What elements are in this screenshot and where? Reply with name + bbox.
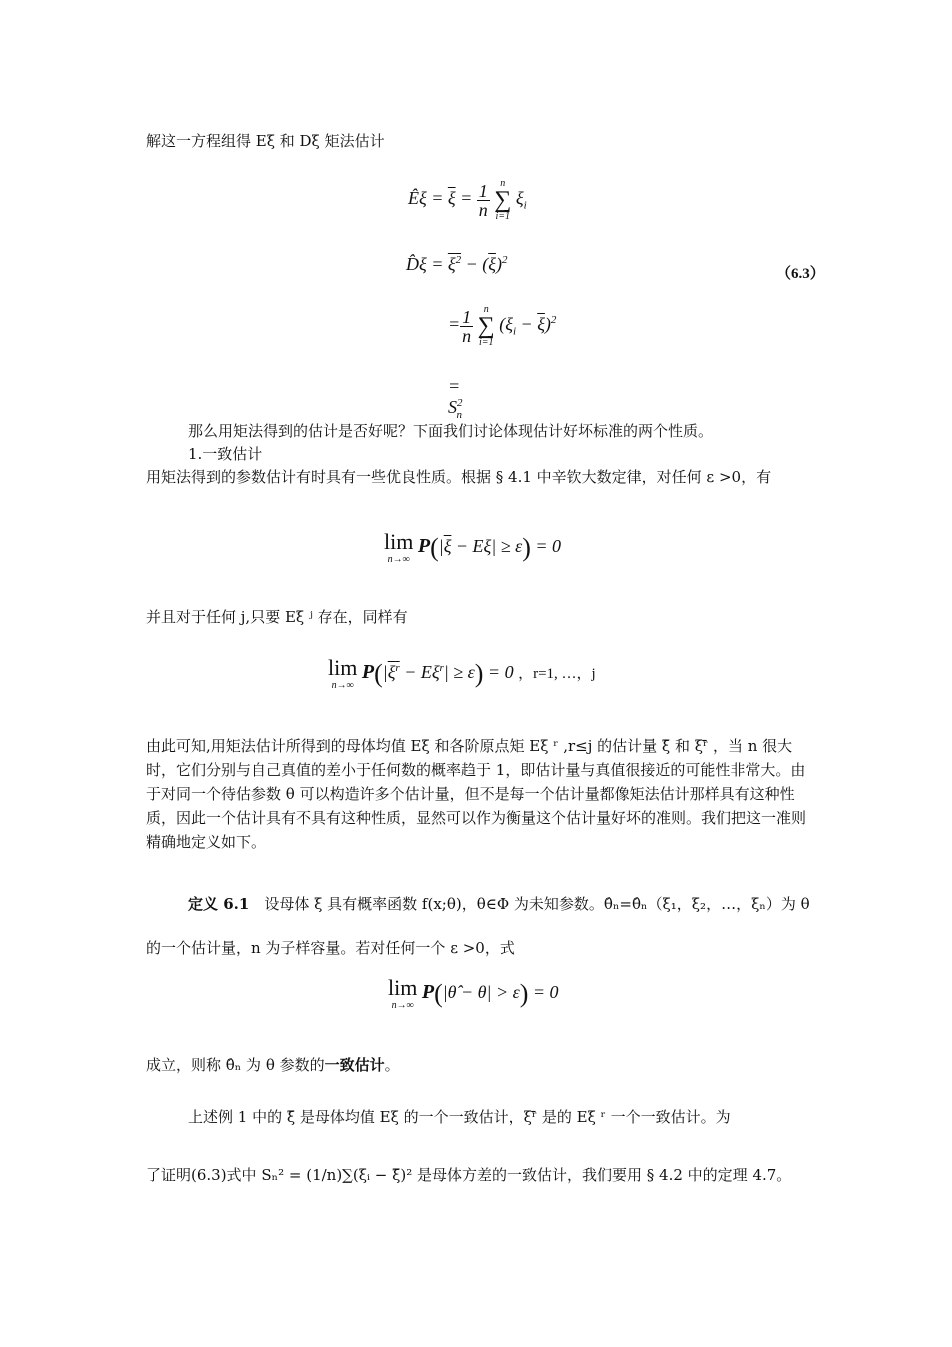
section-heading: 1.一致估计	[188, 445, 263, 463]
sum-symbol: n ∑ i=1	[494, 178, 512, 222]
r-range: ，r=1, …，j	[518, 666, 596, 683]
equation-mean-estimate: Êξ = $\overline{\xi}$ = $\frac{1}{n}$ n ∑ i=1 $\xi_i$	[408, 178, 527, 222]
conclusion-suffix: 。	[384, 1056, 400, 1074]
conclusion-prefix: 成立，则称 θ̂ₙ 为 θ 参数的	[146, 1056, 325, 1074]
equation-sample-variance: = $S^2_n$	[448, 376, 463, 421]
definition-text: 设母体 ξ 具有概率函数 f(x;θ)，θ∈Φ 为未知参数。θ̂ₙ=θ̂ₙ（ξ₁，ξ₂，…，ξₙ）为 θ 的一个估计量，n 为子样容量。若对任何一个 ε >0，式	[146, 895, 810, 957]
equation-limit-mean: lim n→∞ $P(|\overline{\xi} - E\xi| \ge \varepsilon) = 0$	[384, 529, 562, 565]
equation-variance-estimate: D̂ξ = $\xi^2 - (\overline{\xi})^2$	[406, 254, 508, 274]
khinchin-paragraph: 用矩法得到的参数估计有时具有一些优良性质。根据 § 4.1 中辛钦大数定律，对任何 ε >0，有	[146, 468, 772, 486]
fraction-1-over-n: $\frac{1}{n}$	[478, 180, 488, 220]
example-paragraph: 上述例 1 中的 ξ̄ 是母体均值 Eξ 的一个一致估计，ξʳ̄ 是的 Eξ ʳ 一个一致估计。为	[188, 1108, 731, 1126]
question-paragraph: 那么用矩法得到的估计是否好呢？下面我们讨论体现估计好坏标准的两个性质。	[188, 422, 714, 440]
moments-paragraph: 并且对于任何 j,只要 Eξ ʲ 存在，同样有	[146, 608, 408, 626]
equation-variance-sum: = $\frac{1}{n}$ n ∑ i=1 $(\xi_i - \overline{\xi})^2$	[448, 304, 557, 348]
equation-consistency-definition: lim n→∞ P(|θ̂ − θ| > ε) = 0	[388, 975, 559, 1011]
equation-number: （6.3）	[776, 266, 825, 282]
definition-label: 定义 6.1	[188, 895, 250, 913]
equation-limit-moments: lim n→∞ $P(|\xi^r - E\xi^r| \ge \varepsilon) = 0$ ，r=1, …，j	[328, 655, 596, 691]
intro-paragraph: 解这一方程组得 Eξ 和 Dξ 矩法估计	[146, 132, 385, 150]
definition-block	[146, 882, 810, 970]
consistency-conclusion	[146, 1054, 810, 1077]
consistency-explanation: 由此可知,用矩法估计所得到的母体均值 Eξ 和各阶原点矩 Eξ ʳ ,r≤j 的估计量 ξ̄ 和 ξʳ̄ ，当 n 很大时，它们分别与自己真值的差小于任何数的概率趋于 1，即估计量与真值很接近的可能性非常大。由于对同一个待估参数 θ 可以构造许多个估计量，但不是每一个估计量都像矩法估计那样具有这种性质，因此一个估计具有不具有这种性质，显然可以作为衡量这个估计量好坏的准则。我们把这一准则精确地定义如下。	[146, 737, 807, 851]
proof-lead-paragraph: 了证明(6.3)式中 Sₙ² = (1/n)∑(ξᵢ − ξ̄)² 是母体方差的一致估计，我们要用 § 4.2 中的定理 4.7。	[146, 1166, 792, 1184]
consistent-estimate-term: 一致估计	[324, 1056, 385, 1074]
